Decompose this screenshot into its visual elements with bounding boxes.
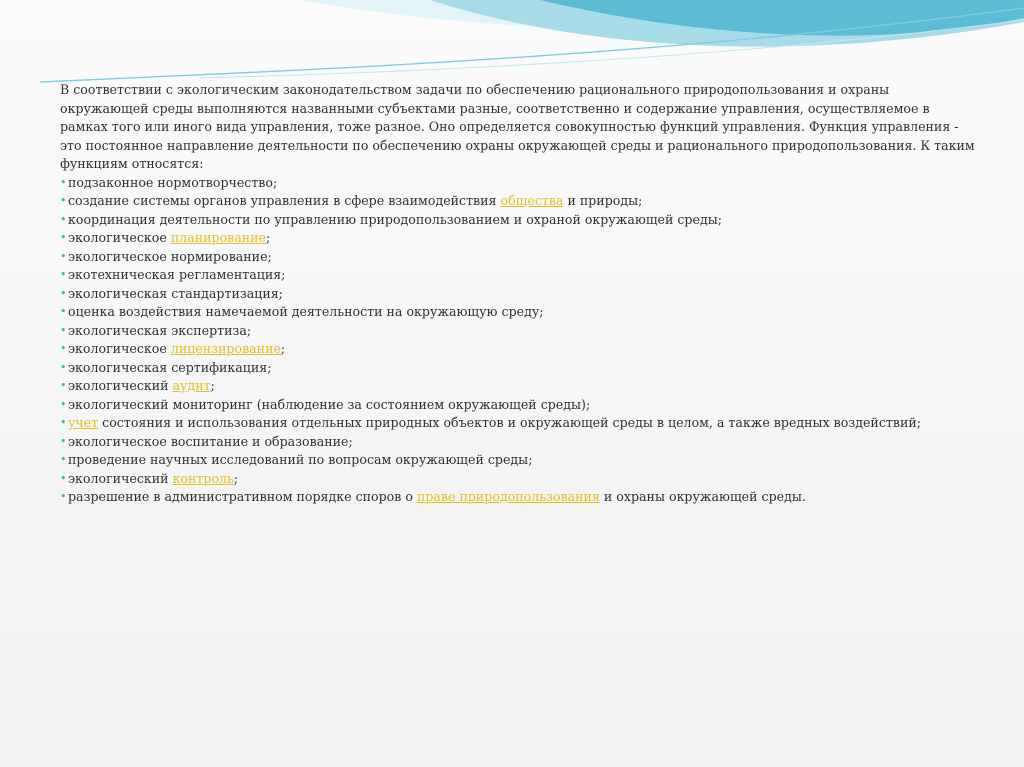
list-item-text: экологическая экспертиза; [68,322,252,338]
list-item-link[interactable]: лицензирование [170,341,281,356]
list-item-text: координация деятельности по управлению природопользованием и охраной окружающей среды; [68,211,722,227]
list-item-text: ; [266,230,271,245]
list-item-text: оценка воздействия намечаемой деятельности на окружающую среду; [68,304,544,319]
content-block [60,81,975,507]
bullet-icon: • [60,397,67,411]
bullet-icon: • [60,471,67,485]
list-item [60,359,975,378]
list-item-link[interactable]: учет [68,415,99,430]
list-item-text: экотехническая регламентация; [68,267,286,282]
list-item [60,396,975,415]
list-item [60,229,975,248]
list-item-text: разрешение в административном порядке споров о [68,489,417,504]
list-item [60,285,975,304]
list-item-text: экологическое воспитание и образование; [68,433,353,449]
bullet-icon: • [60,434,67,448]
list-item-link[interactable]: общества [500,193,564,208]
list-item-text: ; [280,341,286,356]
bullet-icon: • [60,453,67,466]
list-item-text: проведение научных исследований по вопросам окружающей среды; [68,452,533,467]
bullet-icon: • [60,305,67,318]
bullet-icon: • [60,194,67,207]
list-item-text: экологическое нормирование; [68,248,272,264]
list-item [60,322,975,341]
list-item-text: и охраны окружающей среды. [599,489,806,504]
list-item [60,433,975,452]
list-item-link[interactable]: планирование [170,230,267,245]
bullet-icon: • [60,416,67,429]
list-item [60,488,975,507]
list-item [60,174,975,193]
functions-list [60,174,975,507]
list-item-text: экологическая сертификация; [68,359,272,375]
bullet-icon: • [60,175,67,189]
list-item-text: экологическое [68,230,171,245]
list-item-text: экологическая стандартизация; [68,285,283,301]
bullet-icon: • [60,249,67,263]
list-item-link[interactable]: аудит [172,378,211,393]
list-item [60,451,975,470]
bullet-icon: • [60,379,67,392]
bullet-icon: • [60,490,67,503]
list-item-link[interactable]: контроль [172,470,234,486]
list-item [60,377,975,396]
list-item [60,303,975,322]
bullet-icon: • [60,212,67,226]
list-item [60,470,975,489]
decorative-wave-header [0,0,1024,90]
list-item-text: состояния и использования отдельных природных объектов и окружающей среды в целом, а также вредных воздействий; [98,415,921,430]
list-item-link[interactable]: праве природопользования [416,489,600,504]
list-item-text: создание системы органов управления в сфере взаимодействия [68,193,501,208]
bullet-icon: • [60,342,67,355]
list-item-text: подзаконное нормотворчество; [68,174,278,190]
list-item-text: экологическое [68,341,171,356]
bullet-icon: • [60,286,67,300]
bullet-icon: • [60,323,67,337]
bullet-icon: • [60,268,67,281]
list-item-text: и природы; [563,193,643,208]
list-item-text: ; [233,470,239,486]
list-item [60,340,975,359]
bullet-icon: • [60,231,67,244]
list-item [60,414,975,433]
list-item-text: экологический [68,378,173,393]
list-item [60,266,975,285]
intro-paragraph: В соответствии с экологическим законодательством задачи по обеспечению рационального природопользования и охраны окружающей среды выполняются названными субъектами разные, соответственно и содержание управления, осуществляемое в рамках того или иного вида управления, тоже разное. Оно определяется совокупностью функций управления. Функция управления - это постоянное направление деятельности по обеспечению охраны окружающей среды и рационального природопользования. К таким функциям относятся: [60,82,975,171]
list-item [60,248,975,267]
list-item-text: экологический мониторинг (наблюдение за состоянием окружающей среды); [68,396,591,412]
list-item-text: экологический [68,470,173,486]
list-item [60,211,975,230]
bullet-icon: • [60,360,67,374]
list-item [60,192,975,211]
list-item-text: ; [210,378,215,393]
